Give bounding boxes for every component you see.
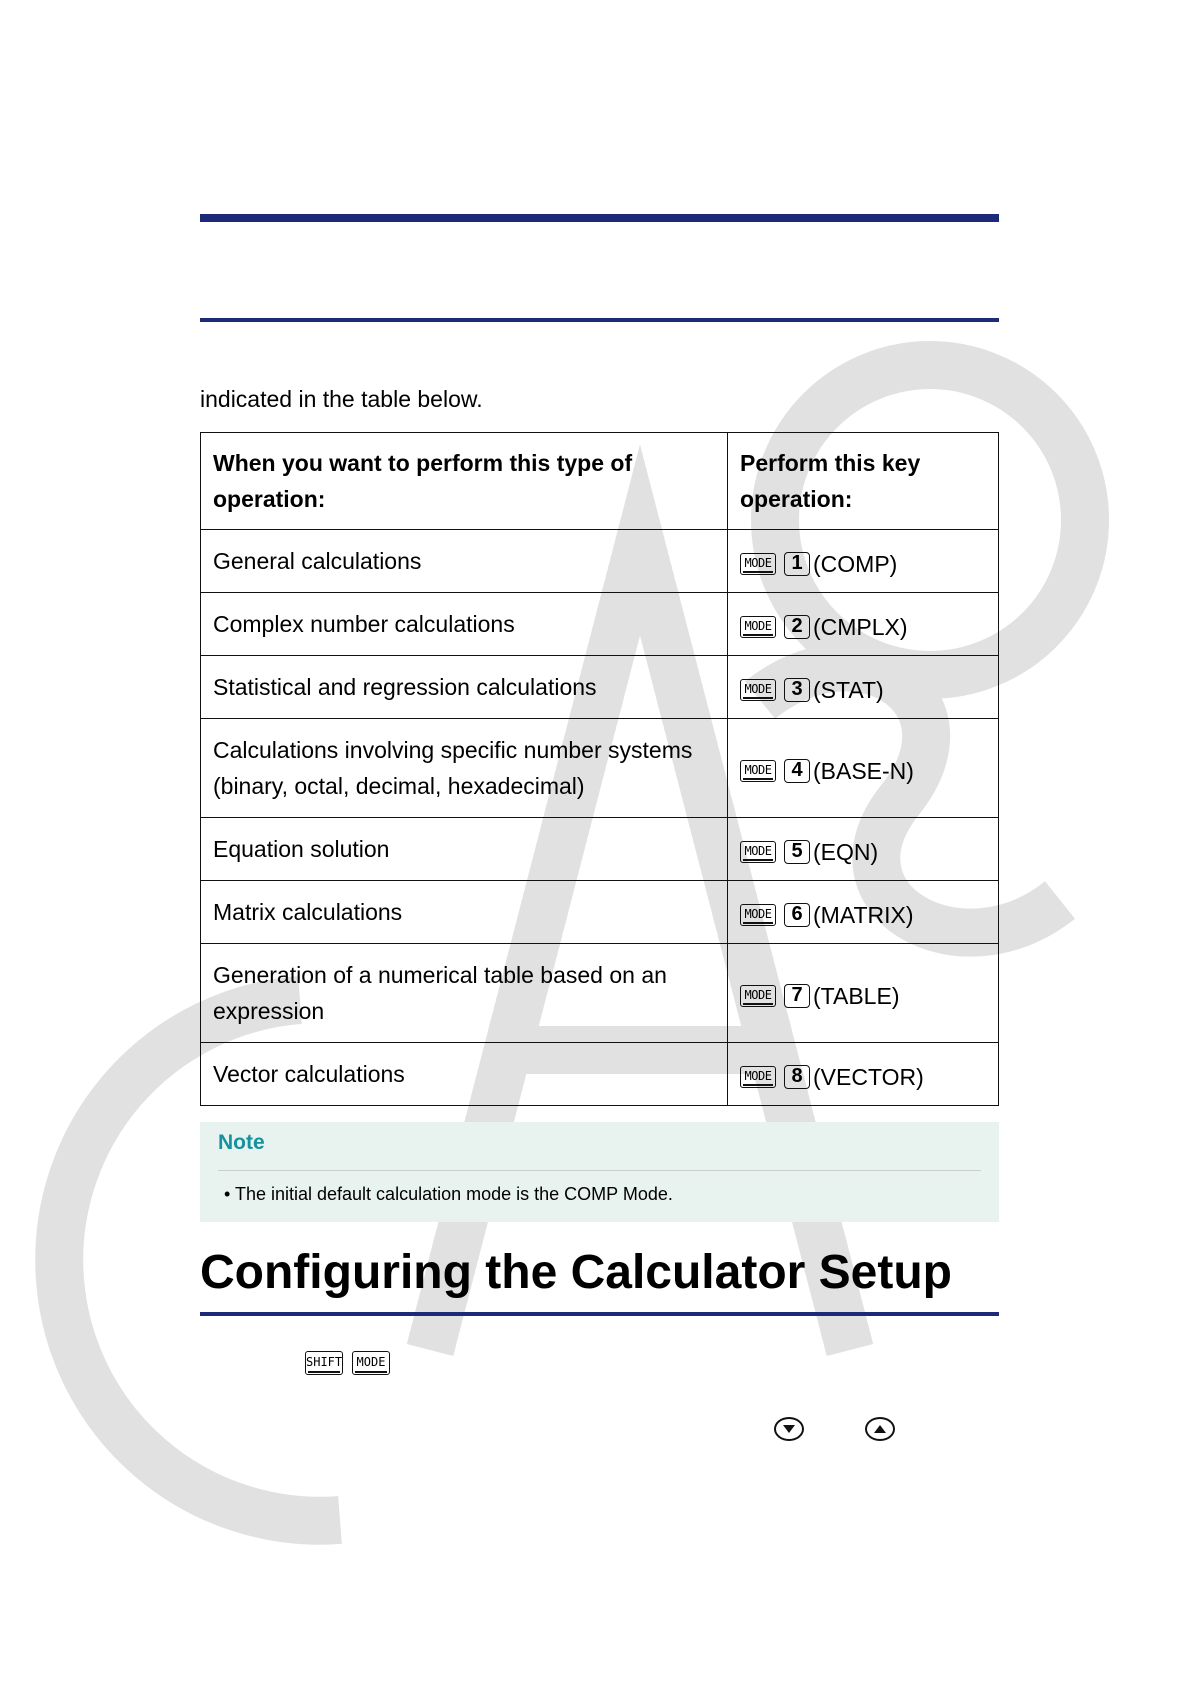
number-key: 1 [784, 552, 810, 576]
table-row [201, 818, 999, 881]
row-description: Generation of a numerical table based on an expression [201, 944, 728, 1043]
number-key: 2 [784, 615, 810, 639]
number-key: 8 [784, 1065, 810, 1089]
note-title: Note [218, 1131, 265, 1154]
section-rule [200, 1312, 999, 1316]
mode-key-icon: MODE [740, 760, 776, 782]
table-header-row [201, 433, 999, 530]
table-row [201, 656, 999, 719]
header-rule [200, 214, 999, 222]
number-key: 6 [784, 903, 810, 927]
note-box [200, 1122, 999, 1222]
mode-name: (BASE-N) [813, 757, 914, 784]
row-description: Matrix calculations [201, 881, 728, 944]
number-key: 5 [784, 840, 810, 864]
mode-key-icon: MODE [740, 985, 776, 1007]
row-key-operation [728, 530, 999, 593]
mode-key-icon: MODE [740, 841, 776, 863]
arrow-up-icon [865, 1417, 895, 1441]
number-key: 3 [784, 678, 810, 702]
table-row [201, 719, 999, 818]
note-divider [218, 1170, 981, 1171]
table-row [201, 944, 999, 1043]
mode-key-icon: MODE [740, 1066, 776, 1088]
row-description: Vector calculations [201, 1043, 728, 1106]
header-key-operation: Perform this key operation: [728, 433, 999, 530]
mode-key-icon: MODE [740, 679, 776, 701]
mode-name: (CMPLX) [813, 613, 908, 640]
row-description: Complex number calculations [201, 593, 728, 656]
mode-key-icon: MODE [740, 553, 776, 575]
row-description: Statistical and regression calculations [201, 656, 728, 719]
intro-text: indicated in the table below. [200, 386, 483, 412]
note-text: • The initial default calculation mode is the COMP Mode. [224, 1184, 673, 1204]
row-key-operation [728, 881, 999, 944]
table-row [201, 593, 999, 656]
header-subrule [200, 318, 999, 322]
row-key-operation [728, 818, 999, 881]
number-key: 4 [784, 759, 810, 783]
row-description: Equation solution [201, 818, 728, 881]
mode-name: (TABLE) [813, 982, 900, 1009]
table-row [201, 881, 999, 944]
row-key-operation [728, 944, 999, 1043]
row-key-operation [728, 719, 999, 818]
header-operation-type: When you want to perform this type of operation: [201, 433, 728, 530]
row-description: Calculations involving specific number systems (binary, octal, decimal, hexadecimal) [201, 719, 728, 818]
mode-name: (MATRIX) [813, 901, 914, 928]
number-key: 7 [784, 984, 810, 1008]
table-row [201, 1043, 999, 1106]
mode-table [200, 432, 999, 1106]
row-key-operation [728, 593, 999, 656]
table-row [201, 530, 999, 593]
arrow-down-icon [774, 1417, 804, 1441]
mode-name: (EQN) [813, 838, 879, 865]
row-description: General calculations [201, 530, 728, 593]
mode-name: (STAT) [813, 676, 884, 703]
row-key-operation [728, 1043, 999, 1106]
mode-key-icon: MODE [352, 1351, 390, 1375]
mode-key-icon: MODE [740, 904, 776, 926]
row-key-operation [728, 656, 999, 719]
mode-name: (VECTOR) [813, 1063, 924, 1090]
mode-name: (COMP) [813, 550, 898, 577]
section-title: Configuring the Calculator Setup [200, 1246, 952, 1299]
shift-key-icon: SHIFT [305, 1351, 343, 1375]
mode-key-icon: MODE [740, 616, 776, 638]
